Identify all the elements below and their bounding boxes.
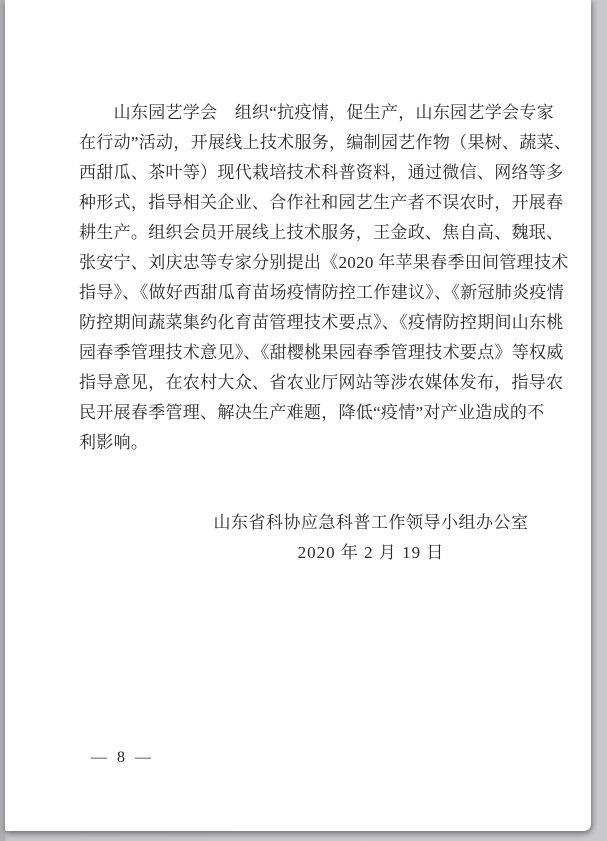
- body-line: 指导》、《做好西甜瓜育苗场疫情防控工作建议》、《新冠肺炎疫情: [79, 283, 564, 302]
- document-page: [5, 0, 591, 831]
- closing-block: [183, 508, 559, 568]
- body-line: 园春季管理技术意见》、《甜樱桃果园春季管理技术要点》等权威: [79, 343, 564, 362]
- body-line: 耕生产。组织会员开展线上技术服务，王金政、焦自高、魏珉、: [79, 223, 564, 242]
- signature-date: 2020 年 2 月 19 日: [297, 543, 445, 562]
- body-line: 张安宁、刘庆忠等专家分别提出《2020 年苹果春季田间管理技术: [79, 253, 569, 272]
- body-line: 利影响。: [79, 433, 149, 452]
- document-body-paragraph: [79, 98, 572, 458]
- body-line: 西甜瓜、茶叶等）现代栽培技术科普资料，通过微信、网络等多: [79, 163, 564, 182]
- body-line: 民开展春季管理、解决生产难题，降低“疫情”对产业造成的不: [79, 403, 545, 422]
- body-line: 指导意见，在农村大众、省农业厅网站等涉农媒体发布，指导农: [79, 373, 564, 392]
- signature-office: 山东省科协应急科普工作领导小组办公室: [213, 513, 529, 532]
- body-line: 山东园艺学会 组织“抗疫情，促生产，山东园艺学会专家: [79, 103, 554, 122]
- body-line: 种形式，指导相关企业、合作社和园艺生产者不误农时，开展春: [79, 193, 564, 212]
- body-line: 防控期间蔬菜集约化育苗管理技术要点》、《疫情防控期间山东桃: [79, 313, 564, 332]
- page-number: — 8 —: [91, 749, 154, 766]
- body-line: 在行动”活动，开展线上技术服务，编制园艺作物（果树、蔬菜、: [79, 133, 572, 152]
